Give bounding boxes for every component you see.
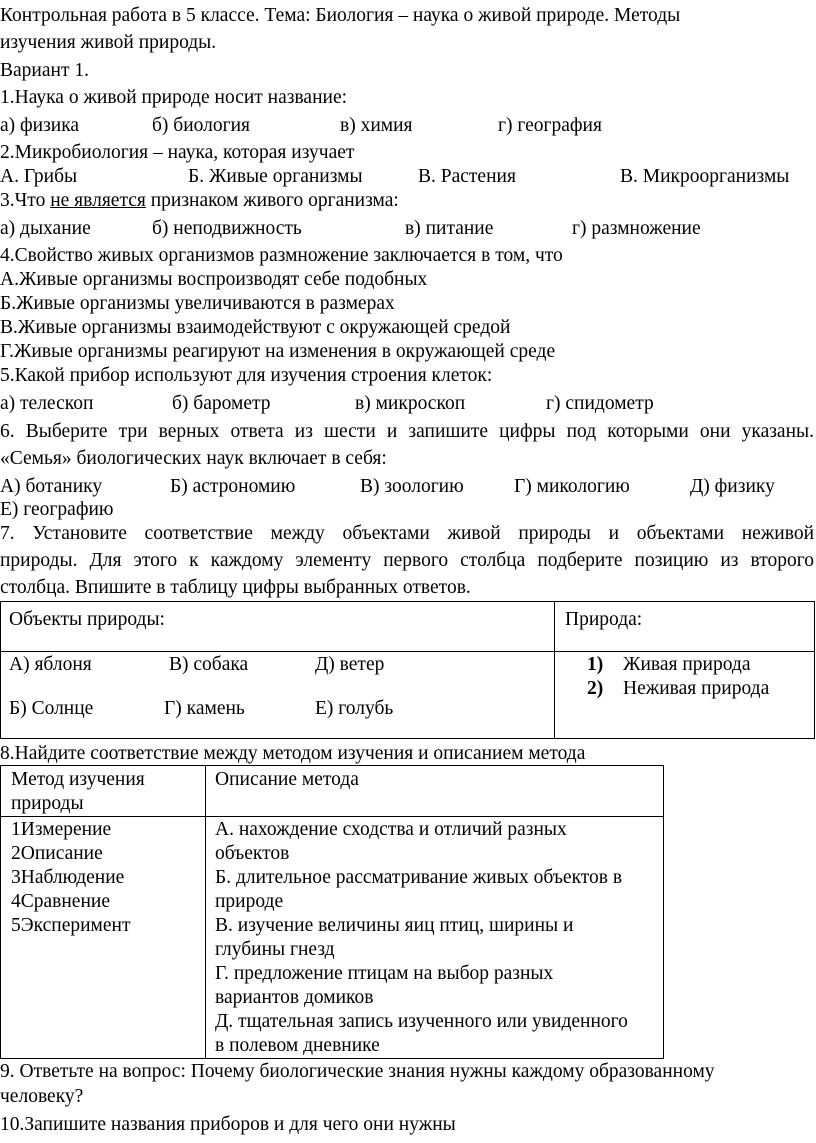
q3-option-c: в) питание: [405, 218, 494, 239]
q6-option-e: Д) физику: [690, 476, 775, 497]
q7-matching-table: [0, 601, 815, 739]
q7-object-e: Е) голубь: [315, 698, 394, 719]
q6-option-b: Б) астрономию: [170, 476, 296, 497]
q8-method-1: 1Измерение: [11, 819, 112, 840]
q7-nature-nonliving: Неживая природа: [623, 678, 770, 699]
q8-method-table: [0, 765, 664, 1059]
q6-option-c: В) зоологию: [360, 476, 464, 497]
question-7-line-2: природы. Для этого к каждому элементу первого столбца подберите позицию из второго: [0, 550, 814, 571]
q8-description-b: Б. длительное рассматривание живых объектов в: [215, 867, 623, 888]
q7-nature-cell: 1) Живая природа 2) Неживая природа: [555, 652, 815, 739]
q7-object-a: А) яблоня: [9, 654, 92, 675]
question-5: 5.Какой прибор используют для изучения строения клеток:: [0, 365, 493, 386]
q7-objects-cell: [1, 652, 555, 739]
q8-method-5: 5Эксперимент: [11, 915, 131, 936]
q8-description-g: Г. предложение птицам на выбор разных: [215, 963, 554, 984]
q4-option-a: А.Живые организмы воспроизводят себе подобных: [0, 269, 428, 290]
q4-option-d: Г.Живые организмы реагируют на изменения в окружающей среде: [0, 341, 556, 362]
q2-option-a: А. Грибы: [0, 166, 78, 187]
q8-description-d: Д. тщательная запись изученного или увиденного: [215, 1011, 628, 1032]
question-3: 3.Что не является признаком живого организма:: [0, 190, 399, 211]
q7-object-g: Г) камень: [164, 698, 245, 719]
q8-methods-cell: [1, 817, 206, 1059]
q8-method-2: 2Описание: [11, 843, 103, 864]
q3-option-b: б) неподвижность: [152, 218, 302, 239]
q5-option-c: в) микроскоп: [355, 393, 466, 414]
question-7-line-3: столбца. Впишите в таблицу цифры выбранных ответов.: [0, 577, 471, 598]
question-7-line-1: 7. Установите соответствие между объектами живой природы и объектами неживой: [0, 523, 814, 544]
q7-object-v: В) собака: [169, 654, 249, 675]
question-8: 8.Найдите соответствие между методом изучения и описанием метода: [0, 743, 586, 764]
q8-header-description: Описание метода: [206, 766, 664, 817]
q3-option-a: а) дыхание: [0, 218, 91, 239]
q8-method-4: 4Сравнение: [11, 891, 110, 912]
q3-option-d: г) размножение: [572, 218, 701, 239]
q1-option-b: б) биология: [152, 115, 251, 136]
q4-option-c: В.Живые организмы взаимодействуют с окружающей средой: [0, 317, 511, 338]
q6-option-f: Е) географию: [0, 499, 114, 520]
question-10: 10.Запишите названия приборов и для чего они нужны: [0, 1114, 456, 1135]
q8-description-v: В. изучение величины яиц птиц, ширины и: [215, 915, 574, 936]
q2-option-d: В. Микроорганизмы: [620, 166, 790, 187]
q5-option-b: б) барометр: [172, 393, 271, 414]
q1-option-a: а) физика: [0, 115, 80, 136]
q6-option-a: А) ботанику: [0, 476, 103, 497]
q8-header-method: Метод изучения природы: [1, 766, 206, 817]
q5-option-a: а) телескоп: [0, 393, 94, 414]
q2-option-b: Б. Живые организмы: [188, 166, 363, 187]
question-9-line-2: человеку?: [0, 1086, 84, 1107]
question-6-line-1: 6. Выберите три верных ответа из шести и запишите цифры под которыми они указаны.: [0, 421, 814, 442]
q8-method-3: 3Наблюдение: [11, 867, 125, 888]
question-2: 2.Микробиология – наука, которая изучает: [0, 142, 355, 163]
q2-option-c: В. Растения: [418, 166, 516, 187]
q1-option-d: г) география: [498, 115, 602, 136]
question-1: 1.Наука о живой природе носит название:: [0, 87, 348, 108]
q7-object-d: Д) ветер: [315, 654, 385, 675]
question-9-line-1: 9. Ответьте на вопрос: Почему биологические знания нужны каждому образованному: [0, 1061, 715, 1082]
q7-header-objects: Объекты природы:: [1, 602, 555, 652]
q8-descriptions-cell: А. нахождение сходства и отличий разных объектов Б. длительное рассматривание живых объектов в природе В. изучение величины яиц птиц, ширины и глубины гнезд Г. предложение птицам на выбор разных вариантов домиков Д. тщательная запись изученного или увиденного в полевом дневнике: [206, 817, 664, 1059]
q1-option-c: в) химия: [340, 115, 413, 136]
q6-option-d: Г) микологию: [514, 476, 630, 497]
question-4: 4.Свойство живых организмов размножение заключается в том, что: [0, 245, 563, 266]
q4-option-b: Б.Живые организмы увеличиваются в размерах: [0, 293, 395, 314]
variant-label: Вариант 1.: [0, 60, 89, 81]
question-6-line-2: «Семья» биологических наук включает в себя:: [0, 448, 387, 469]
q3-underlined: не является: [50, 190, 146, 211]
q5-option-d: г) спидометр: [546, 393, 654, 414]
title-line-1: Контрольная работа в 5 классе. Тема: Биология – наука о живой природе. Методы: [0, 5, 681, 26]
title-line-2: изучения живой природы.: [0, 32, 217, 53]
q7-object-b: Б) Солнце: [9, 698, 94, 719]
q8-description-a: А. нахождение сходства и отличий разных: [215, 819, 567, 840]
q7-header-nature: Природа:: [555, 602, 815, 652]
q7-nature-living: Живая природа: [623, 654, 751, 675]
